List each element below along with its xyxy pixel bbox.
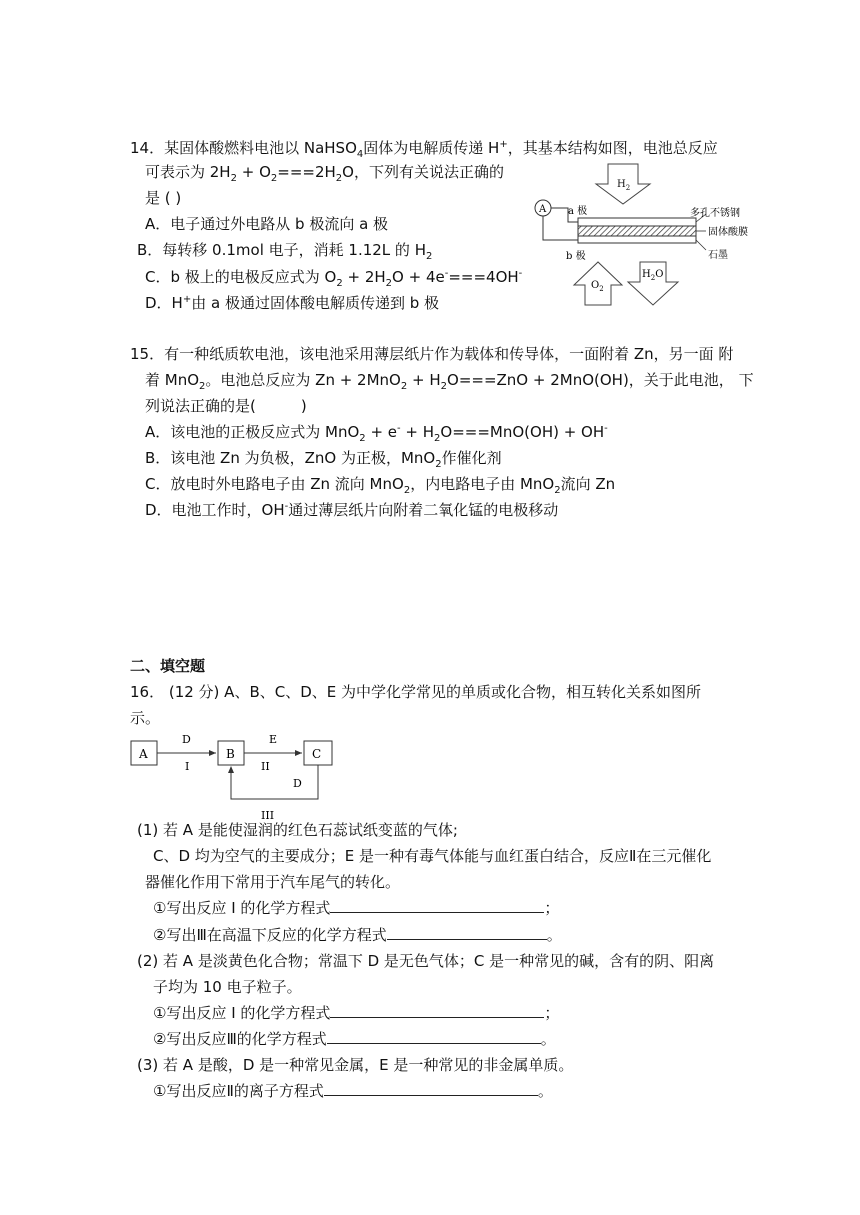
electrode-b [578, 236, 696, 243]
o2-label: $O_2$ [591, 280, 604, 293]
part1-line2: C、D 均为空气的主要成分；E 是一种有毒气体能与血红蛋白结合，反应Ⅱ在三元催化 [153, 847, 712, 865]
part1-line3: 器催化作用下常用于汽车尾气的转化。 [145, 873, 401, 891]
part1-question2: ②写出Ⅲ在高温下反应的化学方程式 。 [153, 926, 562, 944]
h2o-outlet-arrow [628, 262, 678, 305]
part2-line1: (2) 若 A 是淡黄色化合物；常温下 D 是无色气体；C 是一种常见的碱，含有的阴、阳离 [137, 952, 715, 970]
q14-option-c: C．b 极上的电极反应式为 $O_2 + 2H_2O + 4e^-===4OH^-$ [145, 268, 523, 289]
svg-text:II: II [261, 760, 270, 773]
q14-option-a: A．电子通过外电路从 b 极流向 a 极 [145, 215, 389, 233]
b-pole-label: b 极 [566, 251, 586, 262]
part2-question2: ②写出反应Ⅲ的化学方程式 。 [153, 1030, 556, 1048]
answer-blank-5[interactable] [324, 1081, 538, 1096]
answer-blank-1[interactable] [330, 898, 544, 913]
q16-line2: 示。 [130, 709, 161, 727]
h2-label: $H_2$ [617, 179, 631, 192]
label-porous-steel: 多孔不锈钢 [690, 208, 740, 219]
answer-blank-3[interactable] [330, 1003, 544, 1018]
h2o-label: $H_2O$ [642, 269, 664, 282]
q15-line1: 15．有一种纸质软电池，该电池采用薄层纸片作为载体和传导体，一面附着 Zn，另一面 附 [130, 345, 734, 363]
label-graphite: 石墨 [708, 250, 728, 261]
solid-acid-membrane [578, 226, 696, 236]
q15-option-d: D．电池工作时，OH-通过薄层纸片向附着二氧化锰的电极移动 [145, 501, 559, 519]
part2-question1: ①写出反应 I 的化学方程式 ； [153, 1004, 560, 1022]
q15-line3: 列说法正确的是( ) [145, 397, 307, 415]
answer-blank-4[interactable] [327, 1029, 541, 1044]
q14-line3: 是 ( ) [145, 189, 182, 207]
svg-text:III: III [261, 809, 275, 822]
q14-line1: 14．某固体酸燃料电池以 NaHSO$_4$固体为电解质传递 H+，其基本结构如图，电池总反应 [130, 139, 718, 160]
svg-text:E: E [269, 733, 278, 746]
conversion-flow-diagram [128, 728, 348, 824]
part1-line1: (1) 若 A 是能使湿润的红色石蕊试纸变蓝的气体; [137, 821, 458, 839]
answer-blank-2[interactable] [387, 925, 547, 940]
q15-option-b: B．该电池 Zn 为负极，ZnO 为正极，MnO$_2$作催化剂 [145, 449, 502, 470]
part2-line2: 子均为 10 电子粒子。 [153, 978, 302, 996]
q15-line2: 着 MnO$_2$。电池总反应为 $Zn + 2MnO_2 + H_2O===ZnO + 2MnO(OH)$，关于此电池， 下 [145, 371, 754, 392]
q14-line2: 可表示为 $2H_2 + O_2===2H_2O$，下列有关说法正确的 [145, 163, 504, 184]
electrode-a [578, 218, 696, 226]
svg-text:A: A [539, 204, 547, 215]
svg-text:B: B [226, 747, 235, 761]
q16-line1: 16． (12 分) A、B、C、D、E 为中学化学常见的单质或化合物，相互转化关系如图所 [130, 683, 702, 701]
q15-option-c: C．放电时外电路电子由 Zn 流向 MnO$_2$，内电路电子由 MnO$_2$流向 Zn [145, 475, 616, 496]
svg-text:D: D [182, 733, 191, 746]
q15-option-a: A．该电池的正极反应式为 $MnO_2 + e^- + H_2O===MnO(OH) + OH^-$ [145, 423, 608, 444]
label-acid-membrane: 固体酸膜 [708, 227, 748, 238]
svg-text:A: A [139, 747, 148, 761]
svg-text:C: C [312, 747, 322, 761]
section-heading: 二、填空题 [130, 657, 206, 675]
fuel-cell-diagram [528, 160, 760, 310]
a-pole-label: a 极 [568, 206, 588, 217]
q14-option-d: D．H+由 a 极通过固体酸电解质传递到 b 极 [145, 294, 440, 312]
part1-question1: ①写出反应 I 的化学方程式 ； [153, 899, 560, 917]
part3-line1: (3) 若 A 是酸，D 是一种常见金属，E 是一种常见的非金属单质。 [137, 1056, 574, 1074]
svg-text:I: I [185, 760, 190, 773]
part3-question1: ①写出反应Ⅱ的离子方程式 。 [153, 1082, 553, 1100]
q14-option-b: B．每转移 0.1mol 电子，消耗 1.12L 的 $H_2$ [137, 241, 433, 262]
svg-text:D: D [293, 777, 302, 790]
